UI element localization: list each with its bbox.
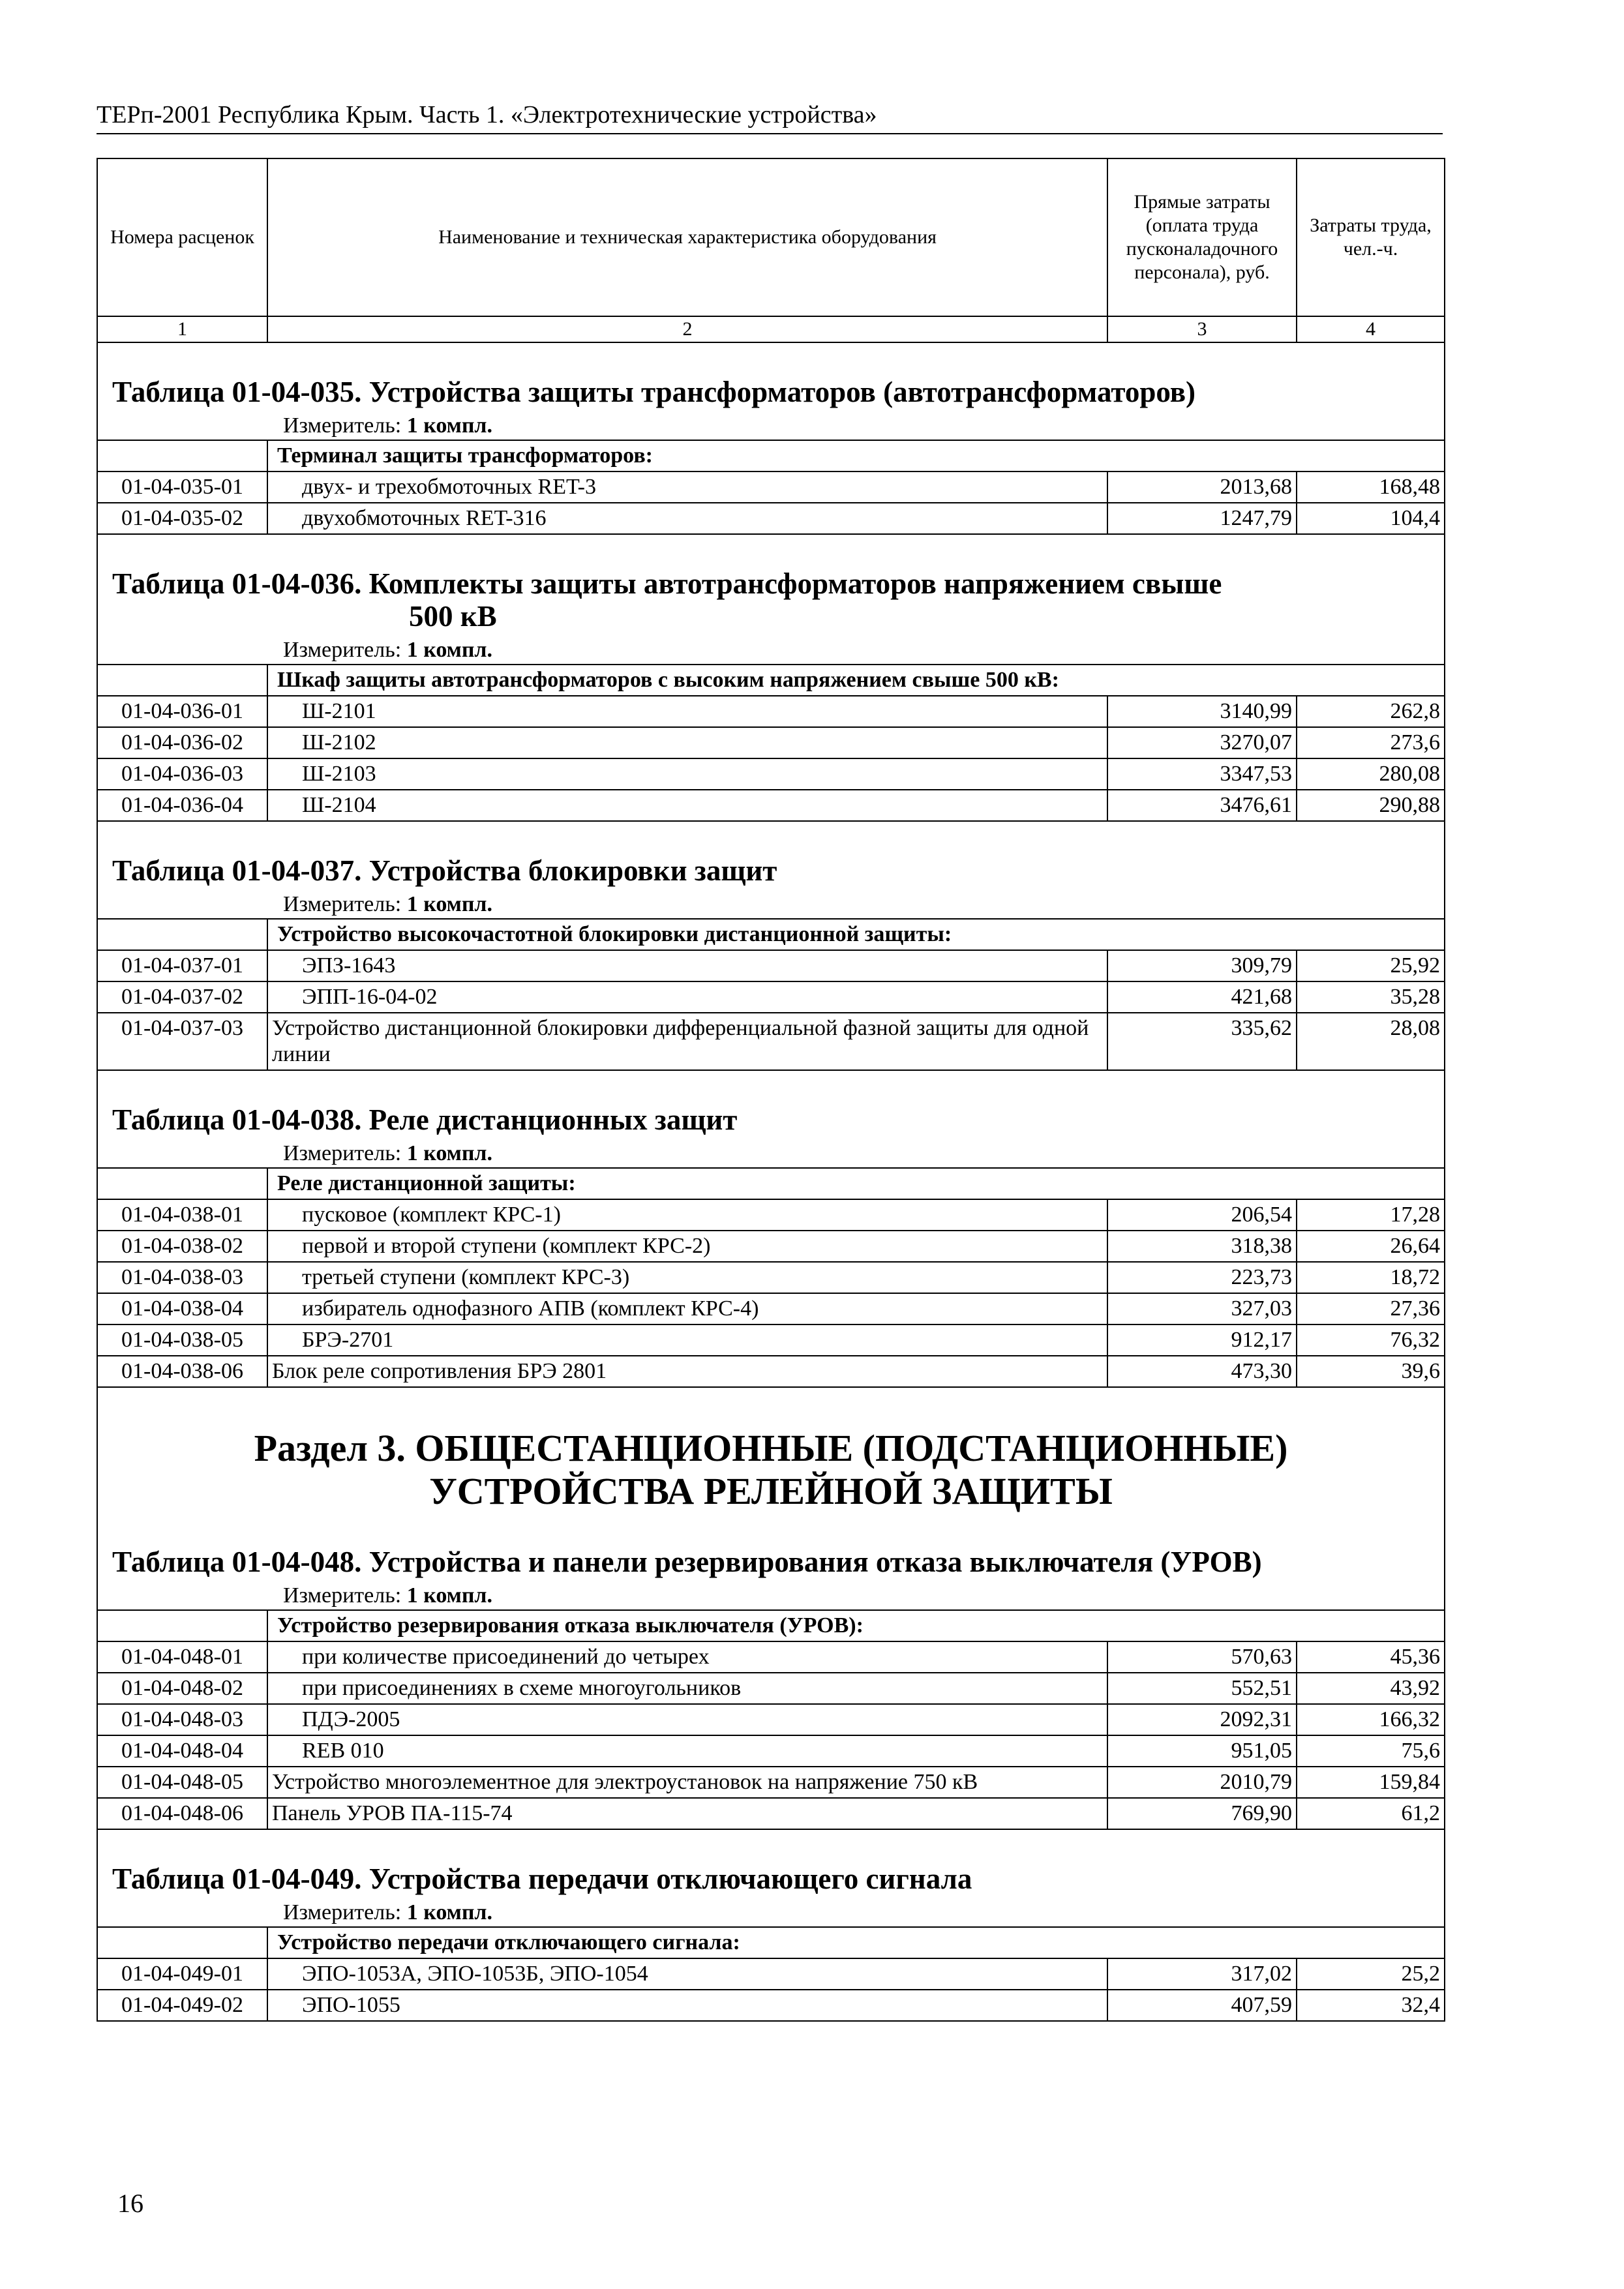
- table-row: [98, 1673, 1444, 1704]
- rate-code: 01-04-038-02: [98, 1231, 267, 1262]
- measure-label: Измеритель:: [283, 638, 402, 662]
- subheader-row: [98, 665, 1444, 696]
- table-row: [98, 1293, 1444, 1324]
- table-title: [98, 822, 1444, 887]
- rate-name: пусковое (комплект КРС-1): [267, 1199, 1107, 1231]
- measure-value: 1 компл.: [406, 1141, 493, 1165]
- tables-group-section-3: [98, 1513, 1444, 2022]
- subheader-label: Реле дистанционной защиты:: [267, 1168, 1444, 1199]
- rate-labor: 27,36: [1297, 1293, 1444, 1324]
- page-number: 16: [117, 2189, 143, 2218]
- rate-cost: 327,03: [1107, 1293, 1297, 1324]
- rate-code: 01-04-038-06: [98, 1356, 267, 1387]
- rate-table-block: [98, 1830, 1444, 2022]
- rate-name: Блок реле сопротивления БРЭ 2801: [267, 1356, 1107, 1387]
- measure-value: 1 компл.: [406, 413, 493, 438]
- rate-cost: 317,02: [1107, 1958, 1297, 1990]
- table-title-text: Таблица 01-04-049. Устройства передачи отключающего сигнала: [112, 1863, 972, 1895]
- rate-name: Устройство многоэлементное для электроустановок на напряжение 750 кВ: [267, 1767, 1107, 1798]
- measure-line: [98, 1895, 1444, 1926]
- col-number-2: 2: [267, 316, 1107, 342]
- rate-name: Устройство дистанционной блокировки дифференциальной фазной защиты для одной линии: [267, 1013, 1107, 1070]
- subheader-row: [98, 1927, 1444, 1958]
- table-row: [98, 1356, 1444, 1387]
- rate-table-block: [98, 343, 1444, 535]
- rate-cost: 335,62: [1107, 1013, 1297, 1070]
- rate-name: избиратель однофазного АПВ (комплект КРС-4): [267, 1293, 1107, 1324]
- rate-labor: 159,84: [1297, 1767, 1444, 1798]
- rate-table: [98, 440, 1444, 535]
- table-row: [98, 1767, 1444, 1798]
- rate-name: первой и второй ступени (комплект КРС-2): [267, 1231, 1107, 1262]
- subheader-label: Терминал защиты трансформаторов:: [267, 440, 1444, 471]
- table-row: [98, 1958, 1444, 1990]
- table-title-continuation: 500 кВ: [409, 600, 497, 633]
- rate-code: 01-04-048-02: [98, 1673, 267, 1704]
- rate-name: ПДЭ-2005: [267, 1704, 1107, 1735]
- section-heading-line-2: УСТРОЙСТВА РЕЛЕЙНОЙ ЗАЩИТЫ: [429, 1470, 1113, 1512]
- subheader-code-cell: [98, 1610, 267, 1641]
- rate-cost: 3140,99: [1107, 696, 1297, 727]
- table-row: [98, 503, 1444, 534]
- rate-name: ЭПО-1053А, ЭПО-1053Б, ЭПО-1054: [267, 1958, 1107, 1990]
- rate-cost: 2092,31: [1107, 1704, 1297, 1735]
- measure-value: 1 компл.: [406, 1583, 493, 1608]
- table-row: [98, 1262, 1444, 1293]
- rate-table: [98, 918, 1444, 1071]
- rate-cost: 318,38: [1107, 1231, 1297, 1262]
- rate-code: 01-04-037-01: [98, 950, 267, 981]
- rate-table: [98, 1609, 1444, 1830]
- col-header-code: Номера расценок: [98, 158, 267, 316]
- table-row: [98, 981, 1444, 1013]
- rate-table-block: [98, 535, 1444, 822]
- rate-labor: 280,08: [1297, 758, 1444, 790]
- rate-name: третьей ступени (комплект КРС-3): [267, 1262, 1107, 1293]
- measure-label: Измеритель:: [283, 1141, 402, 1165]
- subheader-code-cell: [98, 665, 267, 696]
- rate-cost: 951,05: [1107, 1735, 1297, 1767]
- rate-name: двух- и трехобмоточных RET-3: [267, 471, 1107, 503]
- rate-code: 01-04-048-05: [98, 1767, 267, 1798]
- subheader-code-cell: [98, 1168, 267, 1199]
- measure-value: 1 компл.: [406, 638, 493, 662]
- rate-labor: 262,8: [1297, 696, 1444, 727]
- rate-labor: 273,6: [1297, 727, 1444, 758]
- measure-line: [98, 633, 1444, 664]
- rate-cost: 2013,68: [1107, 471, 1297, 503]
- rate-code: 01-04-038-04: [98, 1293, 267, 1324]
- table-row: [98, 1735, 1444, 1767]
- table-title: [98, 535, 1444, 633]
- rate-labor: 61,2: [1297, 1798, 1444, 1829]
- measure-label: Измеритель:: [283, 1900, 402, 1924]
- rate-name: REB 010: [267, 1735, 1107, 1767]
- column-header-table: [98, 158, 1444, 343]
- subheader-code-cell: [98, 1927, 267, 1958]
- rate-code: 01-04-049-02: [98, 1990, 267, 2021]
- section-heading-line-1: Раздел 3. ОБЩЕСТАНЦИОННЫЕ (ПОДСТАНЦИОННЫЕ): [254, 1427, 1288, 1469]
- rate-name: Панель УРОВ ПА-115-74: [267, 1798, 1107, 1829]
- col-number-3: 3: [1107, 316, 1297, 342]
- section-heading: [98, 1388, 1444, 1513]
- rate-labor: 25,92: [1297, 950, 1444, 981]
- rate-code: 01-04-036-03: [98, 758, 267, 790]
- rate-labor: 290,88: [1297, 790, 1444, 821]
- measure-line: [98, 887, 1444, 918]
- rate-name: при присоединениях в схеме многоугольников: [267, 1673, 1107, 1704]
- table-row: [98, 1324, 1444, 1356]
- rate-name: ЭПО-1055: [267, 1990, 1107, 2021]
- rate-name: Ш-2102: [267, 727, 1107, 758]
- rate-cost: 3476,61: [1107, 790, 1297, 821]
- subheader-row: [98, 1610, 1444, 1641]
- rate-cost: 570,63: [1107, 1641, 1297, 1673]
- rate-code: 01-04-048-03: [98, 1704, 267, 1735]
- table-row: [98, 1704, 1444, 1735]
- table-title-text: Таблица 01-04-048. Устройства и панели резервирования отказа выключателя (УРОВ): [112, 1546, 1262, 1578]
- rate-name: двухобмоточных RET-316: [267, 503, 1107, 534]
- measure-label: Измеритель:: [283, 892, 402, 916]
- rate-cost: 3347,53: [1107, 758, 1297, 790]
- measure-value: 1 компл.: [406, 892, 493, 916]
- table-row: [98, 1013, 1444, 1070]
- measure-label: Измеритель:: [283, 413, 402, 438]
- subheader-label: Устройство высокочастотной блокировки дистанционной защиты:: [267, 919, 1444, 950]
- rate-cost: 223,73: [1107, 1262, 1297, 1293]
- tables-group-section-2: [98, 343, 1444, 1388]
- rate-labor: 45,36: [1297, 1641, 1444, 1673]
- rate-code: 01-04-048-06: [98, 1798, 267, 1829]
- table-row: [98, 727, 1444, 758]
- table-row: [98, 790, 1444, 821]
- rate-code: 01-04-048-04: [98, 1735, 267, 1767]
- table-row: [98, 471, 1444, 503]
- subheader-code-cell: [98, 440, 267, 471]
- table-title: [98, 1071, 1444, 1136]
- rate-cost: 309,79: [1107, 950, 1297, 981]
- rate-table-block: [98, 1071, 1444, 1388]
- price-document: [97, 158, 1445, 2022]
- table-row: [98, 1641, 1444, 1673]
- rate-labor: 17,28: [1297, 1199, 1444, 1231]
- rate-name: БРЭ-2701: [267, 1324, 1107, 1356]
- table-row: [98, 950, 1444, 981]
- rate-code: 01-04-036-02: [98, 727, 267, 758]
- rate-code: 01-04-049-01: [98, 1958, 267, 1990]
- subheader-row: [98, 1168, 1444, 1199]
- rate-code: 01-04-038-05: [98, 1324, 267, 1356]
- col-header-labor: Затраты труда, чел.-ч.: [1297, 158, 1444, 316]
- table-row: [98, 696, 1444, 727]
- rate-table: [98, 1167, 1444, 1388]
- rate-cost: 407,59: [1107, 1990, 1297, 2021]
- rate-cost: 1247,79: [1107, 503, 1297, 534]
- rate-name: при количестве присоединений до четырех: [267, 1641, 1107, 1673]
- subheader-label: Устройство резервирования отказа выключателя (УРОВ):: [267, 1610, 1444, 1641]
- col-header-cost: Прямые затраты (оплата труда пусконаладочного персонала), руб.: [1107, 158, 1297, 316]
- table-row: [98, 1231, 1444, 1262]
- rate-labor: 35,28: [1297, 981, 1444, 1013]
- rate-table: [98, 664, 1444, 822]
- rate-code: 01-04-038-03: [98, 1262, 267, 1293]
- rate-labor: 26,64: [1297, 1231, 1444, 1262]
- measure-value: 1 компл.: [406, 1900, 493, 1924]
- rate-cost: 769,90: [1107, 1798, 1297, 1829]
- column-header-row: [98, 158, 1444, 316]
- rate-labor: 168,48: [1297, 471, 1444, 503]
- measure-line: [98, 1578, 1444, 1609]
- rate-code: 01-04-038-01: [98, 1199, 267, 1231]
- rate-table: [98, 1926, 1444, 2022]
- rate-cost: 2010,79: [1107, 1767, 1297, 1798]
- rate-labor: 25,2: [1297, 1958, 1444, 1990]
- rate-table-block: [98, 1513, 1444, 1830]
- measure-line: [98, 1136, 1444, 1167]
- rate-cost: 912,17: [1107, 1324, 1297, 1356]
- rate-labor: 39,6: [1297, 1356, 1444, 1387]
- rate-code: 01-04-048-01: [98, 1641, 267, 1673]
- rate-labor: 28,08: [1297, 1013, 1444, 1070]
- subheader-row: [98, 919, 1444, 950]
- table-row: [98, 1798, 1444, 1829]
- rate-labor: 18,72: [1297, 1262, 1444, 1293]
- rate-labor: 166,32: [1297, 1704, 1444, 1735]
- table-row: [98, 1199, 1444, 1231]
- rate-code: 01-04-036-04: [98, 790, 267, 821]
- rate-name: Ш-2101: [267, 696, 1107, 727]
- table-row: [98, 758, 1444, 790]
- rate-labor: 76,32: [1297, 1324, 1444, 1356]
- rate-cost: 421,68: [1107, 981, 1297, 1013]
- subheader-label: Шкаф защиты автотрансформаторов с высоким напряжением свыше 500 кВ:: [267, 665, 1444, 696]
- table-title-text: Таблица 01-04-035. Устройства защиты трансформаторов (автотрансформаторов): [112, 376, 1196, 408]
- column-number-row: [98, 316, 1444, 342]
- col-number-4: 4: [1297, 316, 1444, 342]
- subheader-label: Устройство передачи отключающего сигнала:: [267, 1927, 1444, 1958]
- rate-cost: 552,51: [1107, 1673, 1297, 1704]
- rate-labor: 43,92: [1297, 1673, 1444, 1704]
- table-title-text: Таблица 01-04-037. Устройства блокировки защит: [112, 854, 777, 887]
- rate-name: Ш-2103: [267, 758, 1107, 790]
- rate-code: 01-04-035-02: [98, 503, 267, 534]
- table-title-text: Таблица 01-04-038. Реле дистанционных защит: [112, 1103, 738, 1136]
- measure-line: [98, 408, 1444, 440]
- table-title-text: Таблица 01-04-036. Комплекты защиты автотрансформаторов напряжением свыше: [112, 567, 1222, 600]
- table-title: [98, 1513, 1444, 1578]
- rate-labor: 75,6: [1297, 1735, 1444, 1767]
- running-header: ТЕРп-2001 Республика Крым. Часть 1. «Электротехнические устройства»: [97, 97, 1443, 134]
- rate-cost: 473,30: [1107, 1356, 1297, 1387]
- table-row: [98, 1990, 1444, 2021]
- subheader-code-cell: [98, 919, 267, 950]
- col-number-1: 1: [98, 316, 267, 342]
- rate-cost: 206,54: [1107, 1199, 1297, 1231]
- table-title: [98, 1830, 1444, 1895]
- rate-name: ЭПП-16-04-02: [267, 981, 1107, 1013]
- rate-code: 01-04-035-01: [98, 471, 267, 503]
- rate-name: Ш-2104: [267, 790, 1107, 821]
- rate-code: 01-04-037-02: [98, 981, 267, 1013]
- rate-table-block: [98, 822, 1444, 1071]
- rate-name: ЭПЗ-1643: [267, 950, 1107, 981]
- table-title: [98, 343, 1444, 408]
- col-header-name: Наименование и техническая характеристика оборудования: [267, 158, 1107, 316]
- measure-label: Измеритель:: [283, 1583, 402, 1608]
- rate-code: 01-04-037-03: [98, 1013, 267, 1070]
- rate-labor: 104,4: [1297, 503, 1444, 534]
- rate-labor: 32,4: [1297, 1990, 1444, 2021]
- rate-code: 01-04-036-01: [98, 696, 267, 727]
- rate-cost: 3270,07: [1107, 727, 1297, 758]
- subheader-row: [98, 440, 1444, 471]
